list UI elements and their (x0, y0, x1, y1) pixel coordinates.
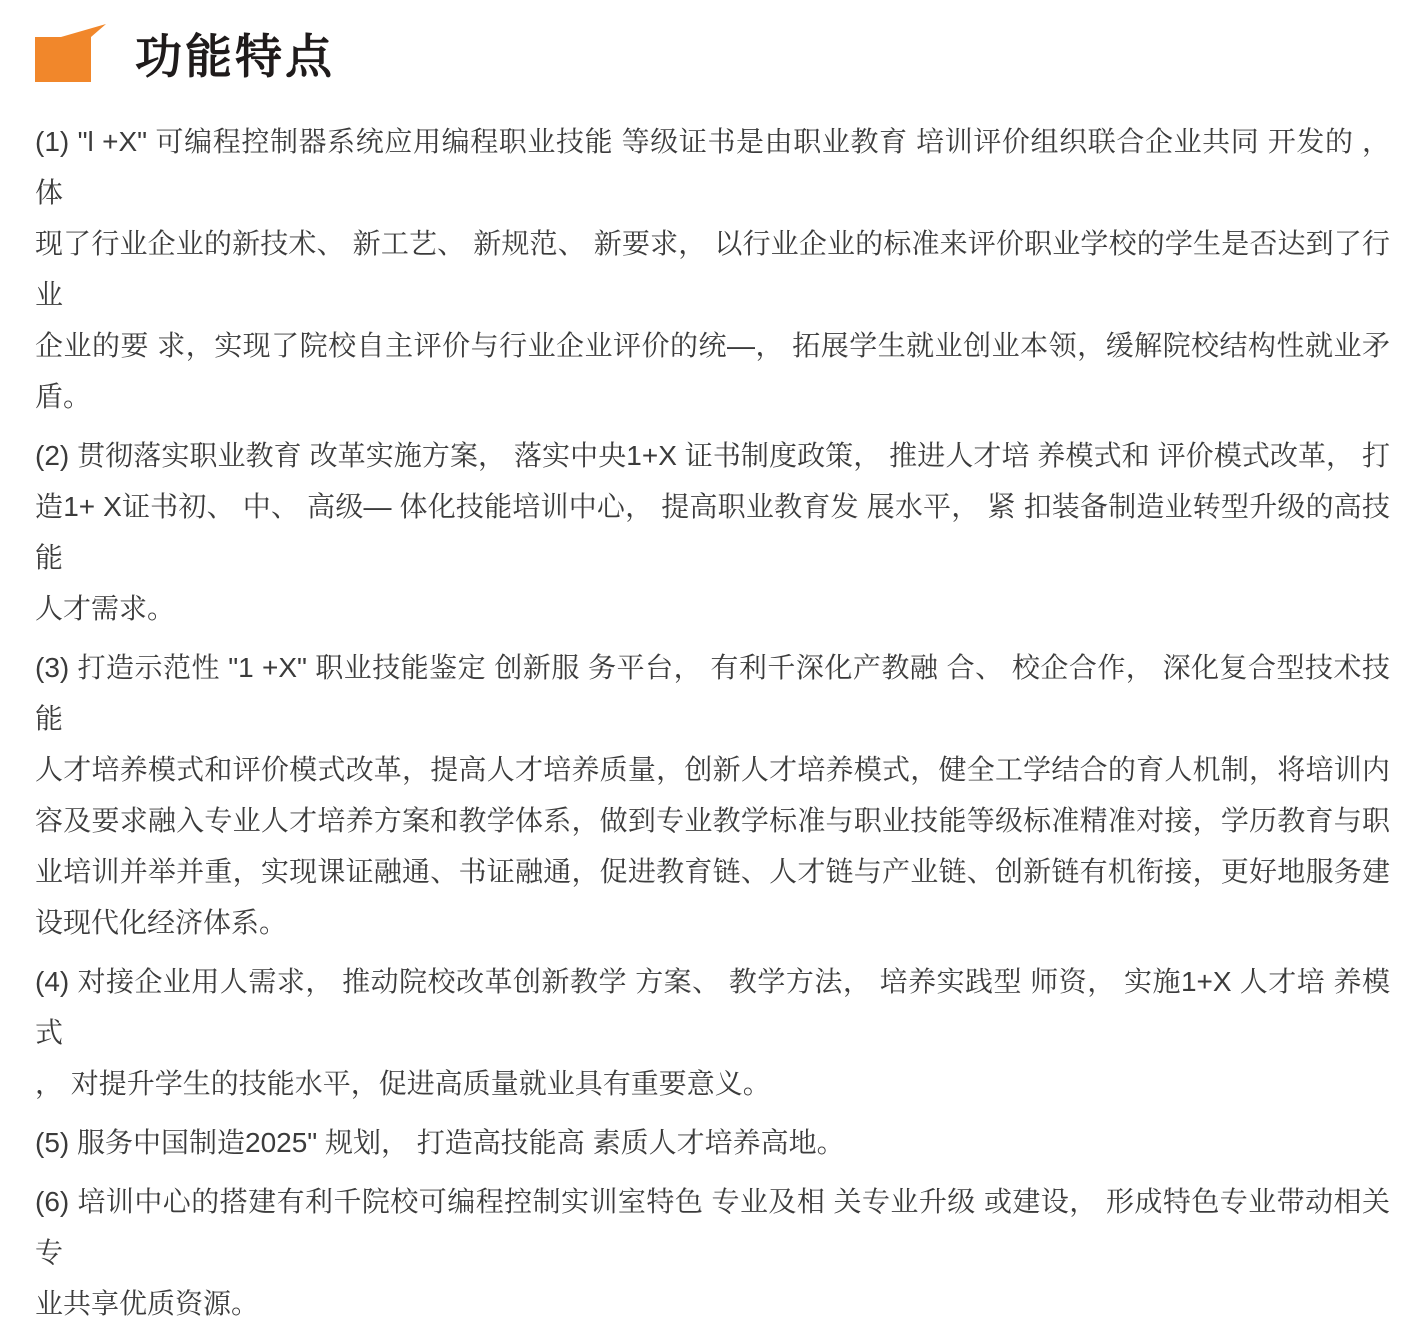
paragraph-line: (2) 贯彻落实职业教育 改革实施方案， 落实中央1+X 证书制度政策， 推进人才培 养模式和 评价模式改革， 打 (35, 440, 1390, 471)
orange-flag-icon (35, 24, 107, 82)
feature-paragraph (35, 1176, 1390, 1329)
paragraph-line: 现了行业企业的新技术、 新工艺、 新规范、 新要求， 以行业企业的标准来评价职业学校的学生是否达到了行业 (35, 228, 1390, 310)
paragraph-line: 盾。 (35, 381, 92, 412)
flag-pennant (61, 24, 106, 37)
paragraph-line: 业培训并举并重，实现课证融通、书证融通，促进教育链、人才链与产业链、创新链有机衔接，更好地服务建 (35, 856, 1390, 887)
paragraph-line: 容及要求融入专业人才培养方案和教学体系，做到专业教学标准与职业技能等级标准精准对接，学历教育与职 (35, 805, 1390, 836)
paragraph-line: 企业的要 求，实现了院校自主评价与行业企业评价的统—， 拓展学生就业创业本领，缓解院校结构性就业矛 (35, 330, 1390, 361)
feature-paragraph (35, 430, 1390, 634)
paragraph-line: ， 对提升学生的技能水平，促进高质量就业具有重要意义。 (35, 1068, 771, 1099)
paragraph-line: 人才需求。 (35, 593, 176, 624)
paragraph-line: 人才培养模式和评价模式改革，提高人才培养质量，创新人才培养模式，健全工学结合的育人机制，将培训内 (35, 754, 1390, 785)
section-header (35, 20, 1390, 86)
feature-paragraph (35, 1117, 1390, 1168)
feature-paragraph (35, 642, 1390, 948)
paragraph-line: 造1+ X证书初、 中、 高级— 体化技能培训中心， 提高职业教育发 展水平， 紧 扣装备制造业转型升级的高技能 (35, 491, 1390, 573)
paragraph-line: (1) "l +X" 可编程控制器系统应用编程职业技能 等级证书是由职业教育 培训评价组织联合企业共同 开发的 ， 体 (35, 126, 1390, 208)
paragraph-line: (4) 对接企业用人需求， 推动院校改革创新教学 方案、 教学方法， 培养实践型 师资， 实施1+X 人才培 养模式 (35, 966, 1390, 1048)
feature-paragraphs (35, 116, 1390, 1329)
paragraph-line: (5) 服务中国制造2025" 规划， 打造高技能高 素质人才培养高地。 (35, 1127, 845, 1158)
flag-rect (35, 37, 91, 82)
paragraph-line: (6) 培训中心的搭建有利千院校可编程控制实训室特色 专业及相 关专业升级 或建设， 形成特色专业带动相关专 (35, 1186, 1390, 1268)
page-title: 功能特点 (135, 29, 335, 83)
feature-paragraph (35, 116, 1390, 422)
paragraph-line: 设现代化经济体系。 (35, 907, 288, 938)
feature-paragraph (35, 956, 1390, 1109)
paragraph-line: (3) 打造示范性 "1 +X" 职业技能鉴定 创新服 务平台， 有利千深化产教融 合、 校企合作， 深化复合型技术技能 (35, 652, 1390, 734)
paragraph-line: 业共享优质资源。 (35, 1288, 260, 1319)
